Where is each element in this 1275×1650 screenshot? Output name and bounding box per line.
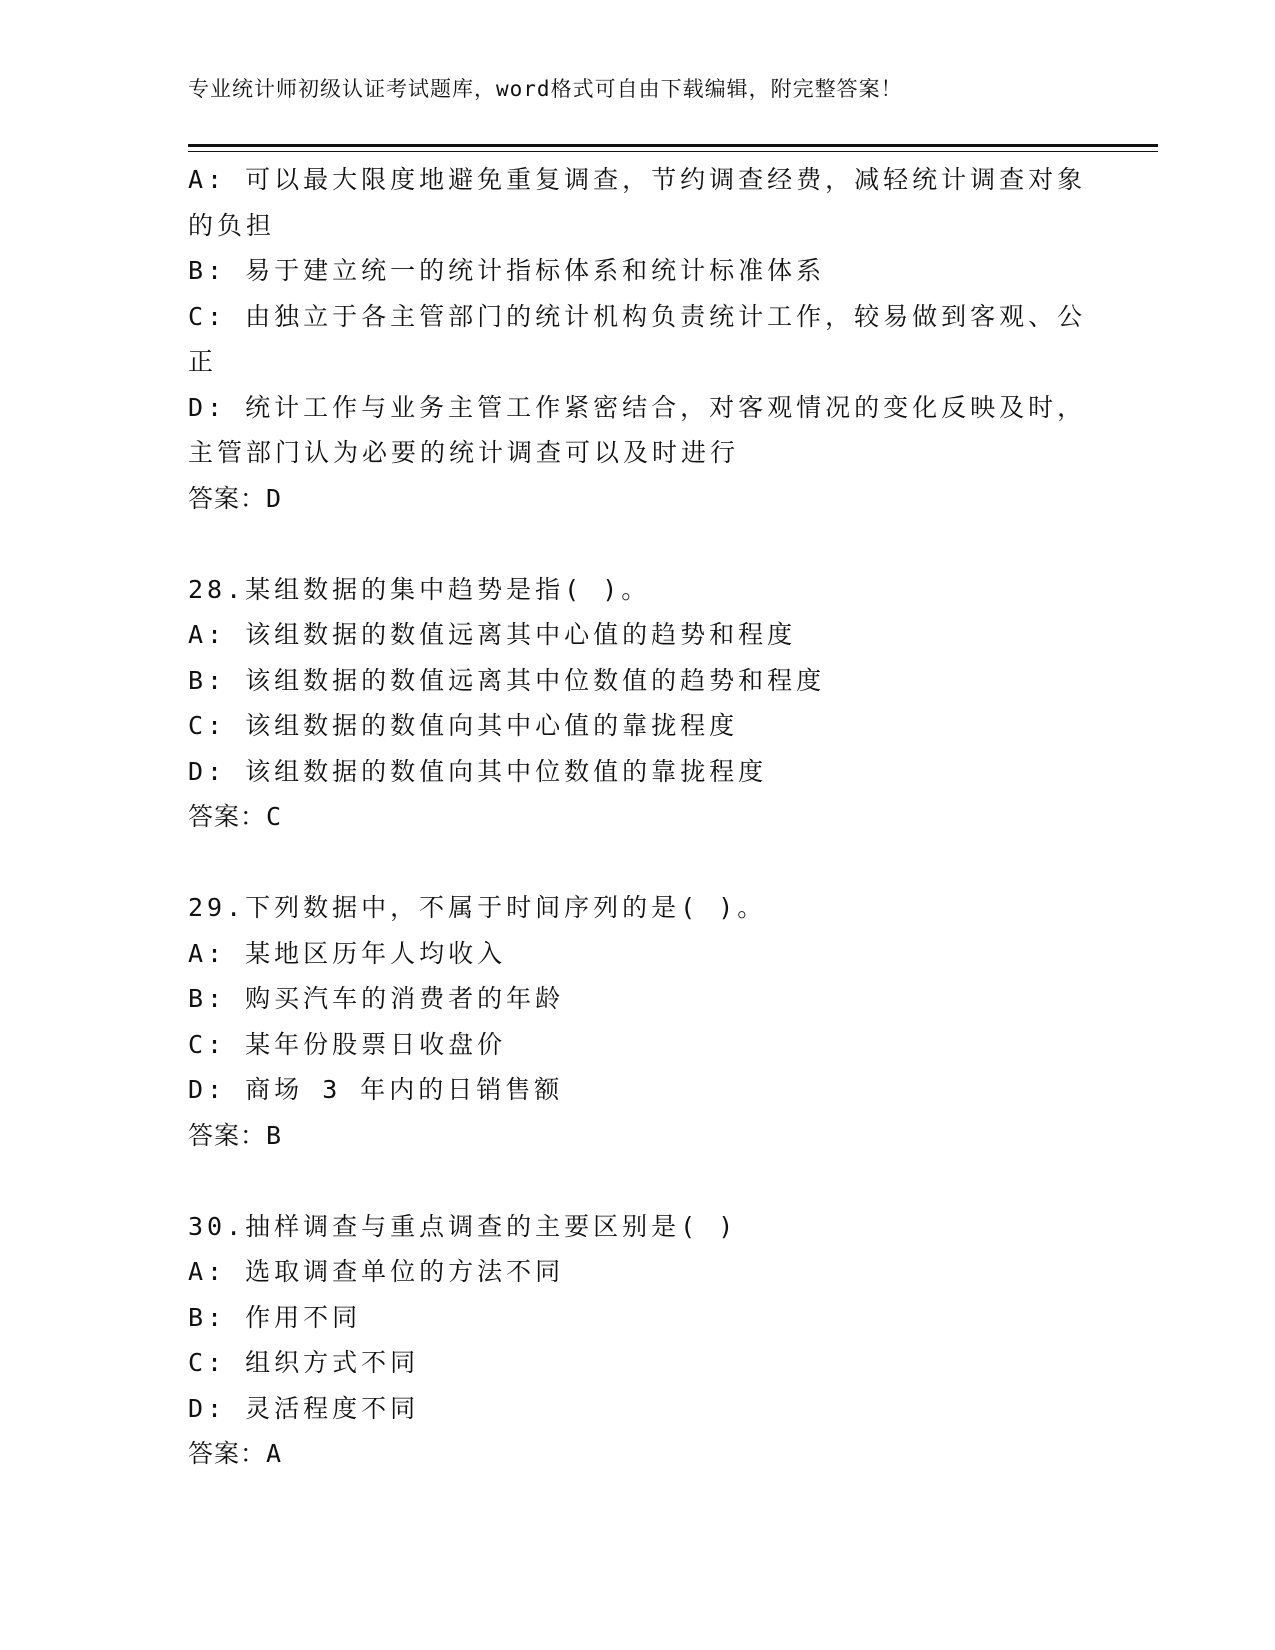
- question-29-block: [188, 885, 1088, 1158]
- option-d: D: 该组数据的数值向其中位数值的靠拢程度: [188, 756, 768, 786]
- answer-line: 答案：B: [188, 1120, 283, 1150]
- option-d-line1: D: 统计工作与业务主管工作紧密结合，对客观情况的变化反映及时，: [188, 392, 1087, 422]
- answer-line: 答案：C: [188, 802, 283, 831]
- spacer: [188, 521, 1088, 567]
- option-a: A: 该组数据的数值远离其中心值的趋势和程度: [188, 620, 797, 649]
- spacer: [188, 840, 1088, 886]
- answer-line: 答案：D: [188, 483, 283, 513]
- page-header: 专业统计师初级认证考试题库，word格式可自由下载编辑，附完整答案！: [188, 77, 903, 101]
- question-stem: 28.某组数据的集中趋势是指( )。: [188, 574, 651, 604]
- question-stem: 29.下列数据中，不属于时间序列的是( )。: [188, 893, 767, 922]
- question-28-block: [188, 567, 1088, 840]
- option-b: B: 该组数据的数值远离其中位数值的趋势和程度: [188, 665, 826, 695]
- option-d: D: 商场 3 年内的日销售额: [188, 1075, 564, 1104]
- option-b: B: 购买汽车的消费者的年龄: [188, 984, 565, 1013]
- question-30-block: [188, 1204, 1088, 1477]
- header-divider: [188, 144, 1158, 152]
- option-a: A: 某地区历年人均收入: [188, 938, 507, 968]
- question-content: [188, 157, 1088, 1477]
- spacer: [188, 1158, 1088, 1204]
- option-d: D: 灵活程度不同: [188, 1393, 420, 1423]
- option-b: B: 易于建立统一的统计指标体系和统计标准体系: [188, 256, 826, 285]
- option-c-line2: 正: [188, 347, 218, 376]
- option-c: C: 某年份股票日收盘价: [188, 1029, 507, 1059]
- option-a-line2: 的负担: [188, 210, 276, 240]
- option-d-line2: 主管部门认为必要的统计调查可以及时进行: [188, 438, 740, 467]
- option-c: C: 该组数据的数值向其中心值的靠拢程度: [188, 711, 739, 740]
- option-c-line1: C: 由独立于各主管部门的统计机构负责统计工作，较易做到客观、公: [188, 301, 1087, 331]
- prev-question-block: [188, 157, 1088, 521]
- option-c: C: 组织方式不同: [188, 1348, 420, 1377]
- option-b: B: 作用不同: [188, 1302, 362, 1332]
- answer-line: 答案：A: [188, 1439, 283, 1468]
- question-stem: 30.抽样调查与重点调查的主要区别是( ): [188, 1211, 738, 1241]
- option-a-line1: A: 可以最大限度地避免重复调查，节约调查经费，减轻统计调查对象: [188, 165, 1087, 194]
- option-a: A: 选取调查单位的方法不同: [188, 1257, 565, 1286]
